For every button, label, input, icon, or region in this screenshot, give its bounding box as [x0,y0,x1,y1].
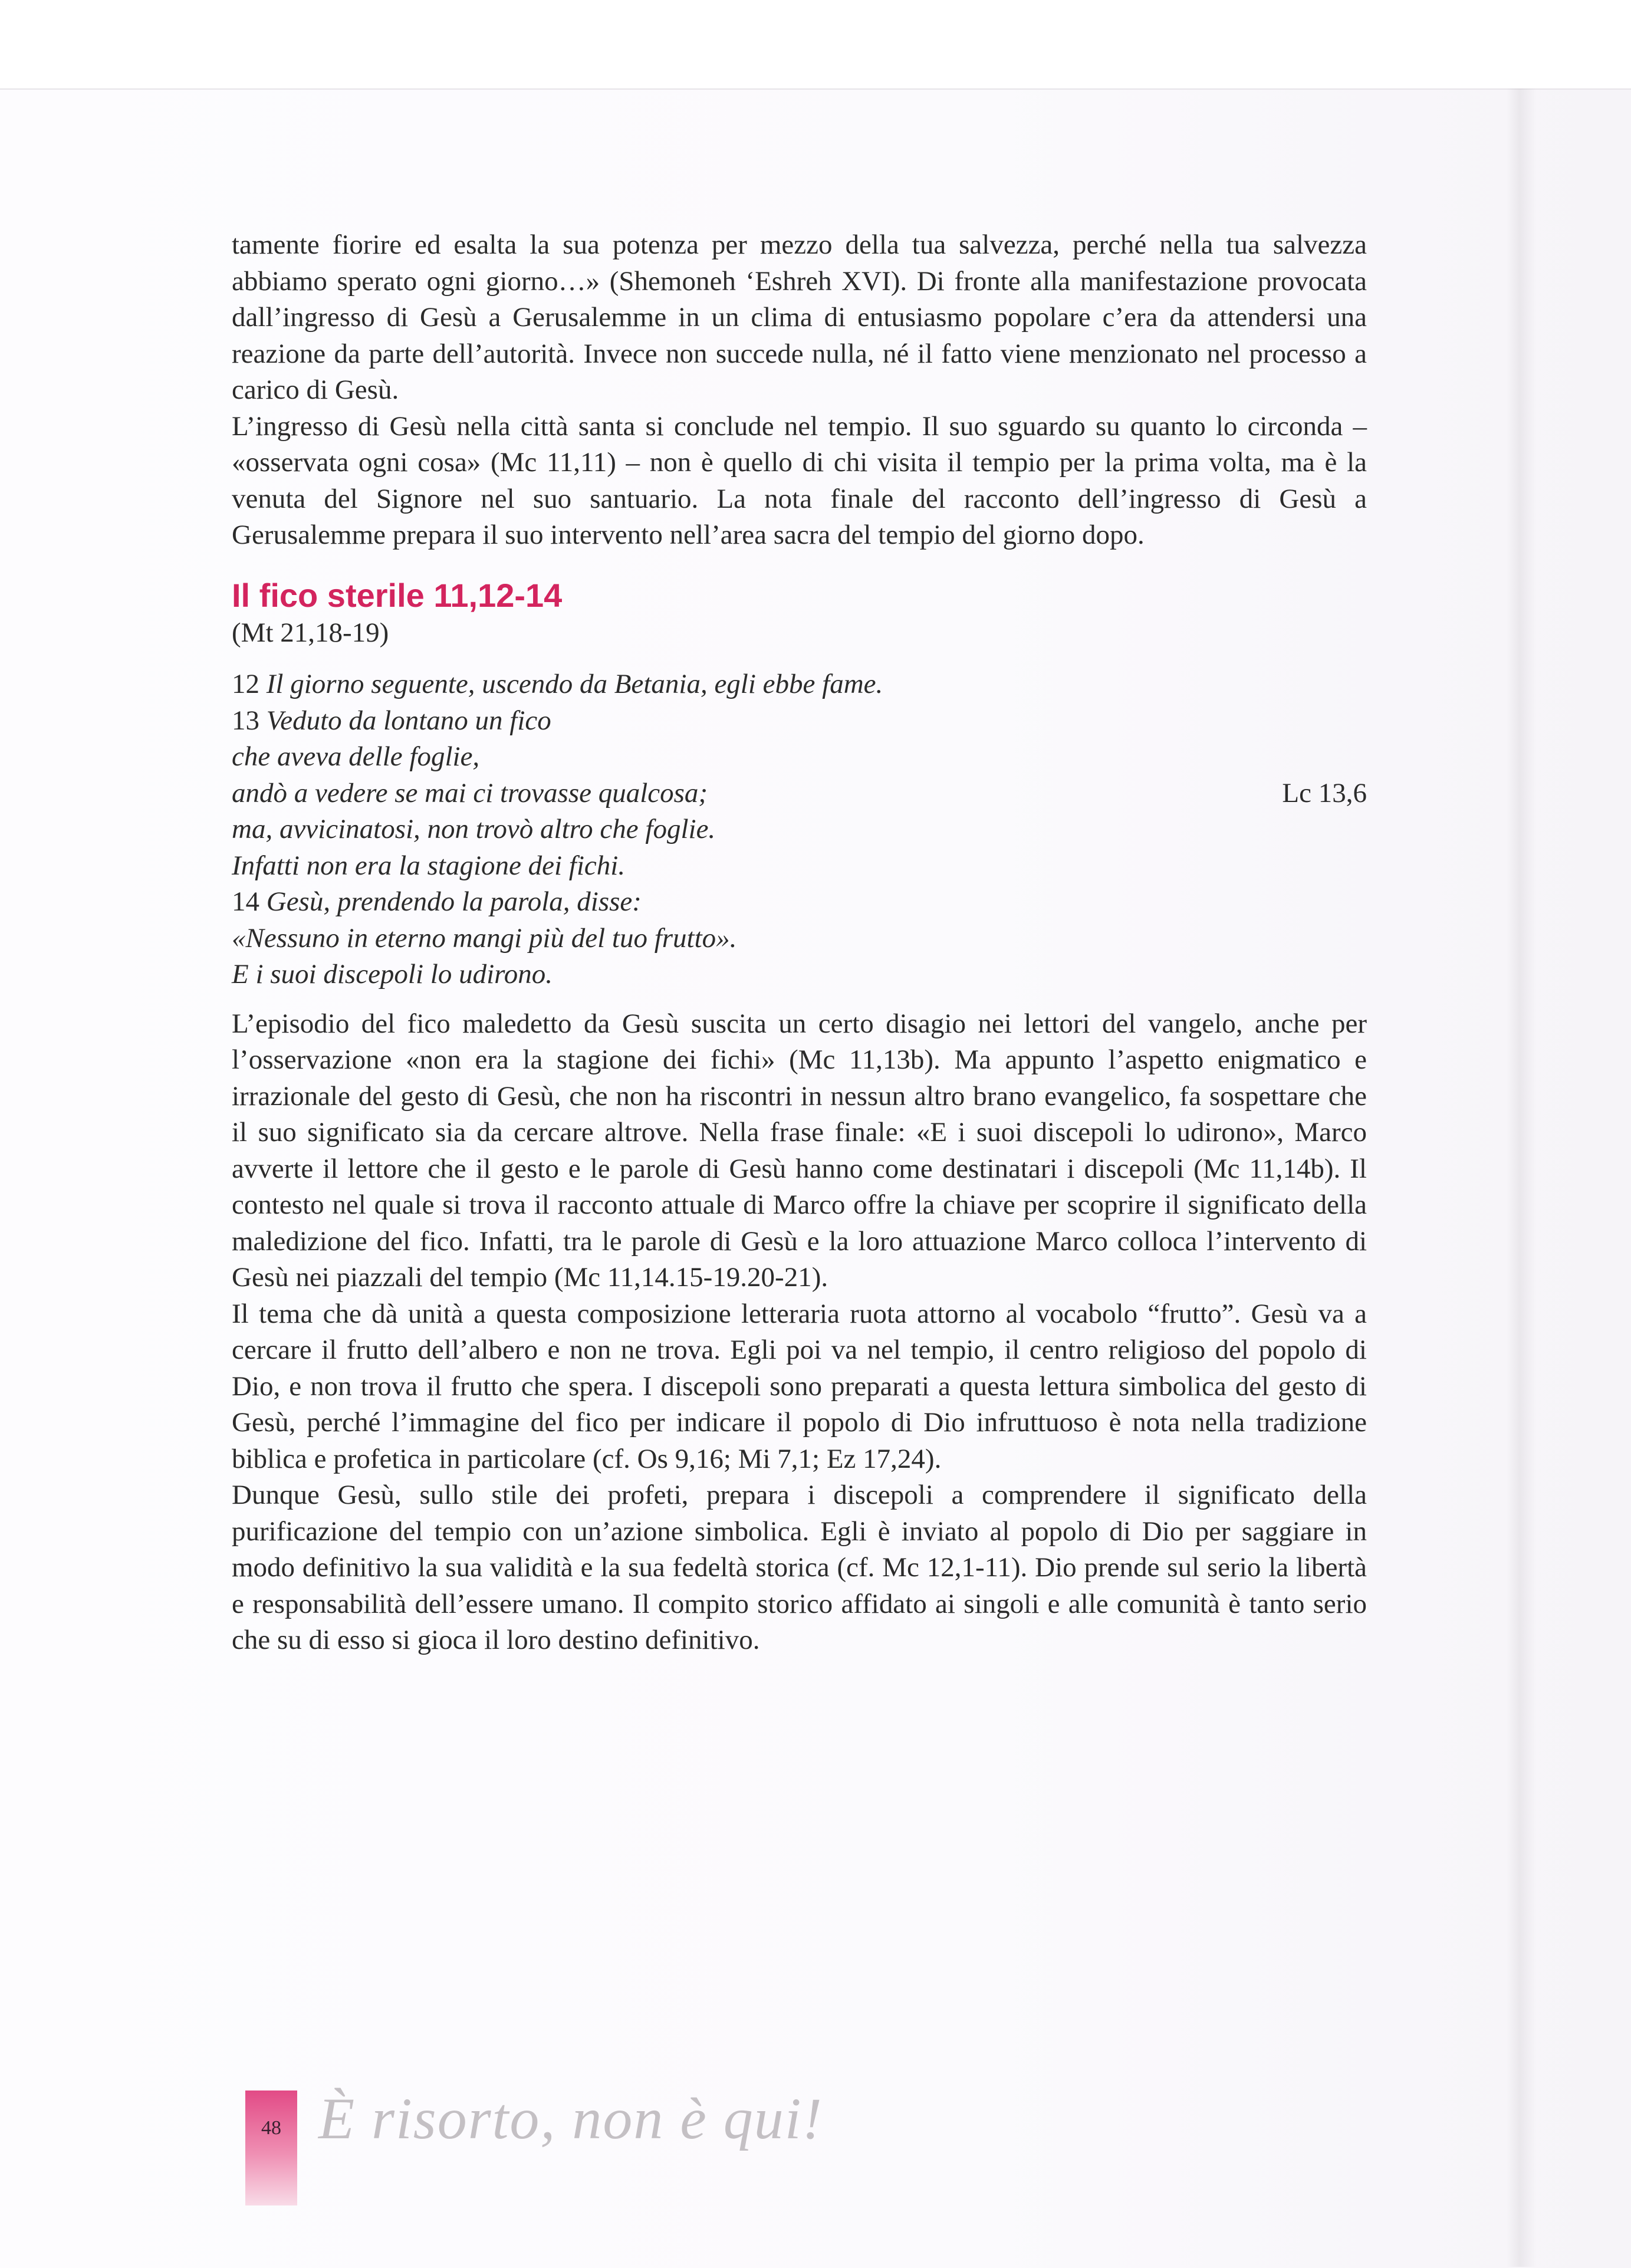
commentary-paragraph-1: L’episodio del fico maledetto da Gesù suscita un certo disagio nei lettori del vangelo, anche per l’osservazione «non era la stagione dei fichi» (Mc 11,13b). Ma appunto l’aspetto enigmatico e irrazionale del gesto di Gesù, che non ha riscontri in nessun altro brano evangelico, fa sospettare che il suo significato sia da cercare altrove. Nella frase finale: «E i suoi discepoli lo udirono», Marco avverte il lettore che il gesto e le parole di Gesù hanno come destinatari i discepoli (Mc 11,14b). Il contesto nel quale si trova il racconto attuale di Marco offre la chiave per scoprire il significato della maledizione del fico. Infatti, tra le parole di Gesù e la loro attuazione Marco colloca l’intervento di Gesù nei piazzali del tempio (Mc 11,14.15-19.20-21). [232,1008,1367,1293]
page-body [232,227,1367,1659]
verse-number: 12 [232,669,259,699]
verse-text: Infatti non era la stagione dei fichi. [232,850,626,881]
verse-line [232,666,1367,703]
intro-paragraph-1: tamente fiorire ed esalta la sua potenza per mezzo della tua salvezza, perché nella tua salvezza abbiamo sperato ogni giorno…» (Shemoneh ‘Eshreh XVI). Di fronte alla manifestazione provocata dall’ingresso di Gesù a Gerusalemme in un clima di entusiasmo popolare c’era da attendersi una reazione da parte dell’autorità. Invece non succede nulla, né il fatto viene menzionato nel processo a carico di Gesù. [232,229,1367,405]
commentary-paragraph-3: Dunque Gesù, sullo stile dei profeti, prepara i discepoli a comprendere il significato della purificazione del tempio con un’azione simbolica. Egli è inviato al popolo di Dio per saggiare in modo definitivo la sua validità e la sua fedeltà storica (cf. Mc 12,1-11). Dio prende sul serio la libertà e responsabilità dell’essere umano. Il compito storico affidato ai singoli e alle comunità è tanto serio che su di esso si gioca il loro destino definitivo. [232,1480,1367,1655]
cross-reference: Lc 13,6 [1282,777,1367,808]
verse-text: ma, avvicinatosi, non trovò altro che foglie. [232,814,716,844]
verse-text: Veduto da lontano un fico [266,705,551,736]
verse-line [232,703,1367,739]
verse-text: andò a vedere se mai ci trovasse qualcosa; [232,777,708,808]
verse-text: che aveva delle foglie, [232,741,480,772]
verse-line [232,848,1367,885]
footer-color-bar [245,2090,297,2205]
verse-line [232,775,1367,812]
verse-text: «Nessuno in eterno mangi più del tuo frutto». [232,922,737,954]
verse-line [232,921,1367,957]
verse-text: Gesù, prendendo la parola, disse: [266,886,642,917]
parallel-reference: (Mt 21,18-19) [232,617,389,648]
verse-line [232,956,1367,993]
verse-number: 14 [232,886,259,917]
section-title: Il fico sterile 11,12-14 [232,576,563,614]
verse-text: Il giorno seguente, uscendo da Betania, egli ebbe fame. [266,669,883,699]
page-number: 48 [261,2117,281,2139]
intro-paragraph-2: L’ingresso di Gesù nella città santa si conclude nel tempio. Il suo sguardo su quanto lo circonda – «osservata ogni cosa» (Mc 11,11) – non è quello di chi visita il tempio per la prima volta, ma è la venuta del Signore nel suo santuario. La nota finale del racconto dell’ingresso di Gesù a Gerusalemme prepara il suo intervento nell’area sacra del tempio del giorno dopo. [232,410,1367,550]
running-title: È risorto, non è qui! [318,2086,823,2151]
scripture-passage [232,666,1367,993]
verse-line [232,884,1367,921]
verse-line [232,811,1367,848]
verse-number: 13 [232,705,259,736]
verse-text: E i suoi discepoli lo udirono. [232,959,553,990]
commentary-paragraph-2: Il tema che dà unità a questa composizione letteraria ruota attorno al vocabolo “frutto”. Gesù va a cercare il frutto dell’albero e non ne trova. Egli poi va nel tempio, il centro religioso del popolo di Dio, e non trova il frutto che spera. I discepoli sono preparati a questa lettura simbolica del gesto di Gesù, perché l’immagine del fico per indicare il popolo di Dio infruttuoso è nota nella tradizione biblica e profetica in particolare (cf. Os 9,16; Mi 7,1; Ez 17,24). [232,1298,1367,1474]
paper-fold-shadow [1507,88,1536,2267]
verse-line [232,739,1367,775]
